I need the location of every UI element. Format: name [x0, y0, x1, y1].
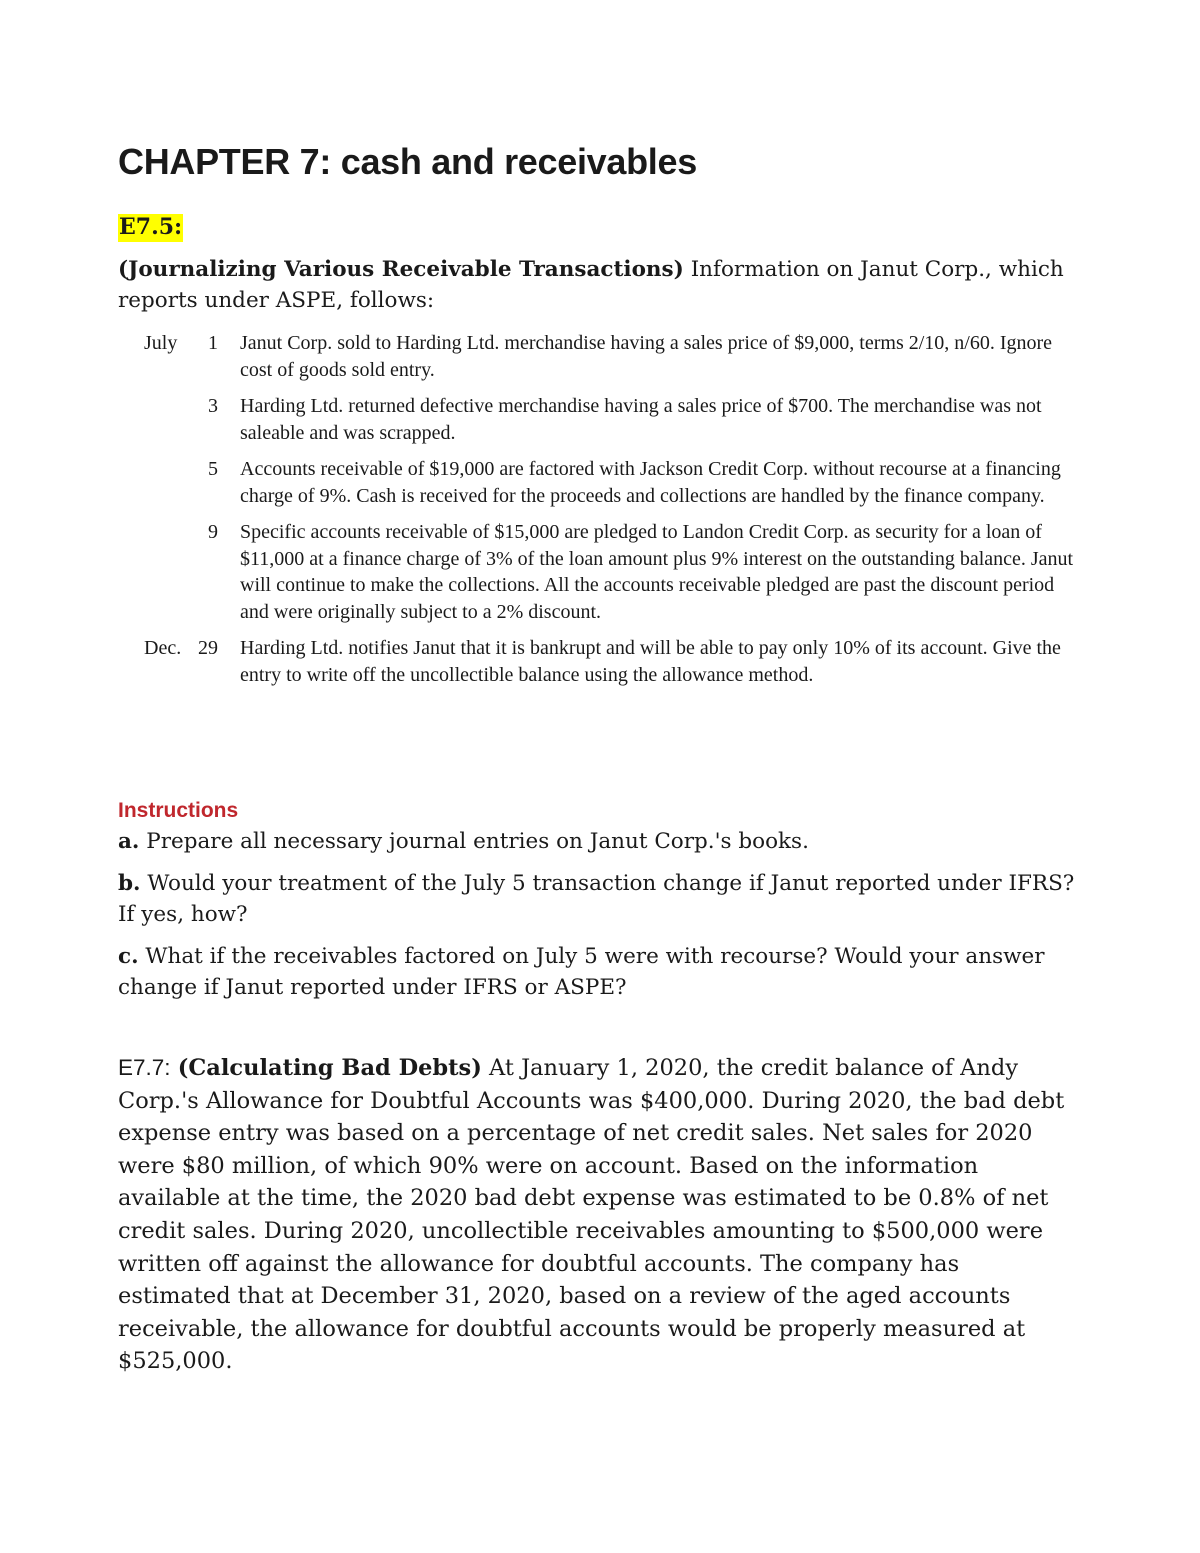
instructions-list: [118, 826, 1078, 1014]
transaction-day: 1: [208, 332, 218, 354]
exercise-e75-heading: (Journalizing Various Receivable Transactions): [118, 257, 684, 282]
instructions-heading: Instructions: [118, 799, 239, 822]
instruction-text: What if the receivables factored on July 5 were with recourse? Would your answer change if Janut reported under IFRS or ASPE?: [118, 944, 1045, 1000]
exercise-e77-heading: (Calculating Bad Debts): [177, 1055, 482, 1081]
transaction-text: Accounts receivable of $19,000 are factored with Jackson Credit Corp. without recourse at a financing charge of 9%. Cash is received for the proceeds and collections are handled by the finance company.: [240, 458, 1061, 507]
transaction-day: 9: [208, 521, 218, 543]
transaction-month: July: [144, 332, 178, 354]
transaction-month: Dec.: [144, 637, 182, 659]
transaction-text: Harding Ltd. returned defective merchandise having a sales price of $700. The merchandise was not saleable and was scrapped.: [240, 395, 1042, 444]
exercise-e75-intro-text: Information on Janut Corp., which reports under ASPE, follows:: [118, 257, 1064, 313]
exercise-e75-intro: [118, 254, 1078, 316]
instruction-letter: a.: [118, 829, 140, 854]
transaction-text: Specific accounts receivable of $15,000 are pledged to Landon Credit Corp. as security for a loan of $11,000 at a finance charge of 3% of the loan amount plus 9% interest on the outstanding balance. Janut will continue to make the collections. All the accounts receivable pledged are past the discount period and were originally subject to a 2% discount.: [240, 521, 1074, 623]
transaction-day: 5: [208, 458, 218, 480]
exercise-e77-text: At January 1, 2020, the credit balance of Andy Corp.'s Allowance for Doubtful Accounts was $400,000. During 2020, the bad debt expense entry was based on a percentage of net credit sales. Net sales for 2020 were $80 million, of which 90% were on account. Based on the information available at the time, the 2020 bad debt expense was estimated to be 0.8% of net credit sales. During 2020, uncollectible receivables amounting to $500,000 were written off against the allowance for doubtful accounts. The company has estimated that at December 31, 2020, based on a review of the aged accounts receivable, the allowance for doubtful accounts would be properly measured at $525,000.: [118, 1055, 1065, 1375]
exercise-e77: [118, 1052, 1078, 1378]
instruction-item: [118, 868, 1078, 930]
exercise-e75-label: E7.5:: [119, 214, 183, 240]
instruction-letter: b.: [118, 871, 141, 896]
transaction-text: Harding Ltd. notifies Janut that it is bankrupt and will be able to pay only 10% of its account. Give the entry to write off the uncollectible balance using the allowance method.: [240, 637, 1061, 686]
transaction-list: [118, 330, 1078, 698]
transaction-item: [118, 635, 1078, 688]
chapter-name: cash and receivables: [340, 141, 697, 182]
instruction-letter: c.: [118, 944, 139, 969]
instruction-item: [118, 941, 1078, 1003]
chapter-title: [118, 140, 697, 183]
transaction-item: [118, 393, 1078, 446]
transaction-day: 29: [198, 637, 218, 659]
transaction-text: Janut Corp. sold to Harding Ltd. merchandise having a sales price of $9,000, terms 2/10, n/60. Ignore cost of goods sold entry.: [240, 332, 1053, 381]
transaction-day: 3: [208, 395, 218, 417]
transaction-item: [118, 330, 1078, 383]
instruction-text: Prepare all necessary journal entries on Janut Corp.'s books.: [139, 829, 809, 854]
transaction-item: [118, 519, 1078, 625]
instruction-item: [118, 826, 1078, 857]
chapter-number: CHAPTER 7:: [118, 141, 332, 182]
transaction-item: [118, 456, 1078, 509]
exercise-e77-label: E7.7:: [118, 1055, 171, 1080]
instruction-text: Would your treatment of the July 5 transaction change if Janut reported under IFRS? If yes, how?: [118, 871, 1075, 927]
